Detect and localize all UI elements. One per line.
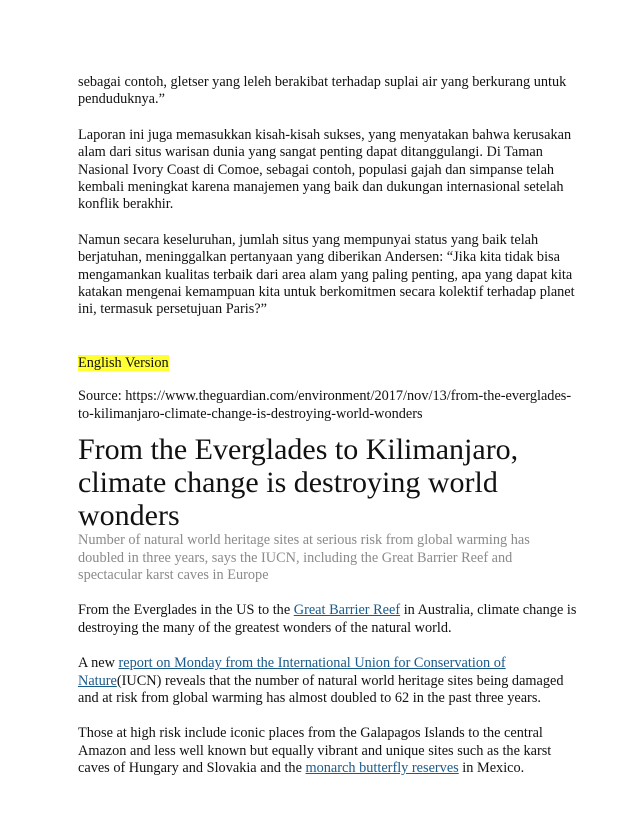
paragraph-2-text-after: (IUCN) reveals that the number of natural world heritage sites being damaged and at risk from global warming has almost doubled to 62 in the past three years. (78, 672, 564, 706)
indonesian-paragraph-2: Laporan ini juga memasukkan kisah-kisah sukses, yang menyatakan bahwa kerusakan alam dari situs warisan dunia yang sangat penting dapat ditanggulangi. Di Taman Nasional Ivory Coast di Comoe, sebagai contoh, populasi gajah dan simpanse telah kembali meningkat karena manajemen yang baik dan dukungan internasional setelah konflik berakhir. (78, 126, 572, 213)
paragraph-2-text-before: A new (78, 655, 119, 672)
indonesian-paragraph-3: Namun secara keseluruhan, jumlah situs yang mempunyai status yang baik telah berjatuhan, meninggalkan pertanyaan yang diberikan Andersen: “Jika kita tidak bisa mengamankan kualitas terbaik dari area alam yang paling penting, apa yang dapat kita katakan mengenai kemampuan kita untuk berkomitmen secara kolektif terhadap planet ini, termasuk persetujuan Paris?” (78, 231, 575, 318)
monarch-butterfly-reserves-link[interactable]: monarch butterfly reserves (305, 760, 459, 777)
english-version-label: English Version (78, 354, 169, 371)
article-paragraph-1 (78, 602, 578, 637)
indonesian-paragraph-1: sebagai contoh, gletser yang leleh berakibat terhadap suplai air yang berkurang untuk penduduknya.” (78, 74, 567, 108)
source-line: Source: https://www.theguardian.com/environment/2017/nov/13/from-the-everglades-to-kilimanjaro-climate-change-is-destroying-world-wonders (78, 388, 572, 422)
paragraph-3-text-before: Those at high risk include iconic places from the Galapagos Islands to the central Amazon and less well known but equally vibrant and unique sites such as the karst caves of Hungary and Slovakia and the (78, 725, 552, 777)
article-standfirst: Number of natural world heritage sites at serious risk from global warming has doubled in three years, says the IUCN, including the Great Barrier Reef and spectacular karst caves in Europe (78, 532, 530, 583)
great-barrier-reef-link[interactable]: Great Barrier Reef (293, 602, 401, 619)
english-version-heading (78, 355, 578, 372)
article-paragraph-3 (78, 725, 578, 777)
article-paragraph-2 (78, 655, 578, 707)
article-headline: From the Everglades to Kilimanjaro, climate change is destroying world wonders (78, 433, 519, 533)
paragraph-1-text-before: From the Everglades in the US to the (78, 602, 294, 619)
paragraph-3-text-after: in Mexico. (458, 760, 525, 777)
paragraph-1-text-after: in Australia, climate change is destroying the many of the greatest wonders of the natural world. (78, 602, 577, 636)
iucn-report-link[interactable]: report on Monday from the International Union for Conservation of Nature (78, 655, 506, 689)
